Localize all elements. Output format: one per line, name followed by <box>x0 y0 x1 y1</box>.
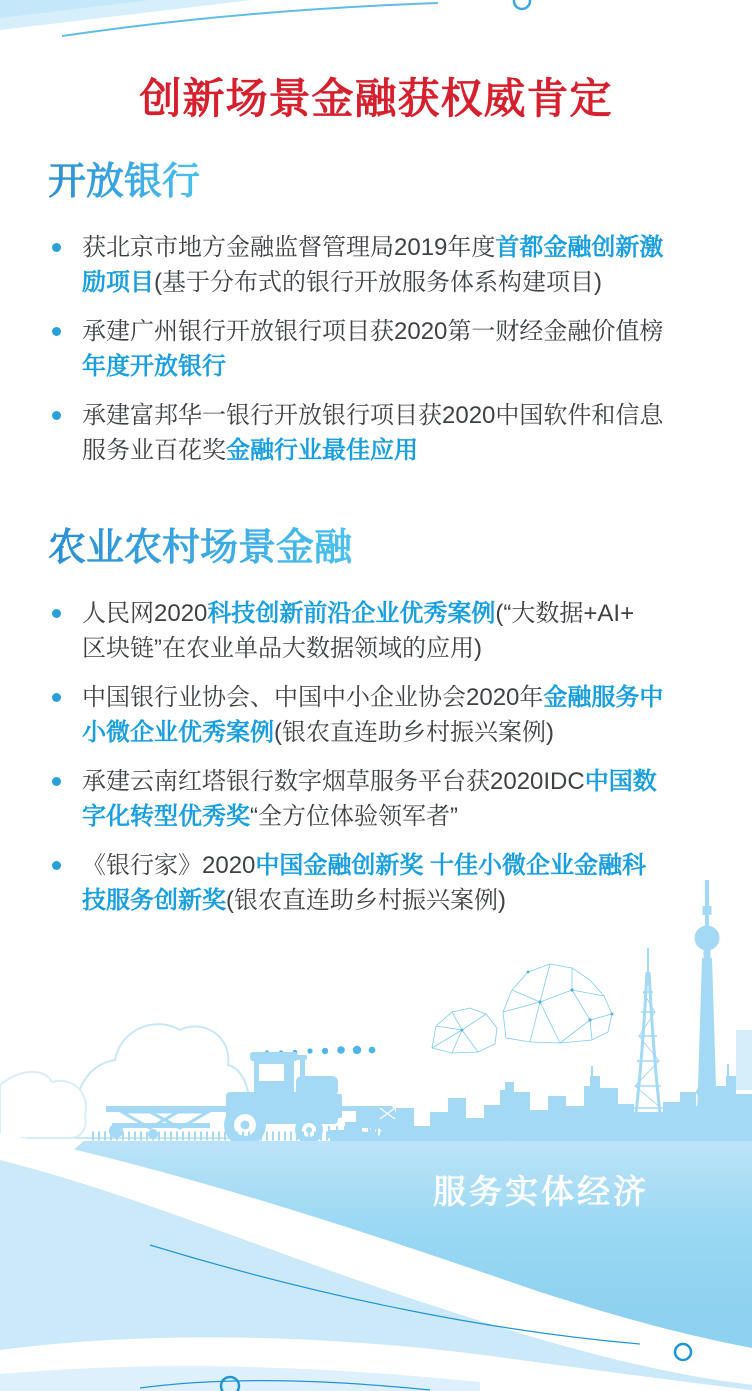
award-text: 服务业百花奖 <box>82 437 226 464</box>
award-line <box>82 631 718 666</box>
bullet-dot-icon <box>52 861 61 870</box>
award-text: “全方位体验领军者” <box>250 803 458 830</box>
award-text: 《银行家》2020 <box>82 852 256 879</box>
award-item <box>48 764 718 834</box>
award-highlight: 科技创新前沿企业优秀案例 <box>207 600 496 627</box>
award-line <box>82 314 718 349</box>
award-text: (“大数据+AI+ <box>495 600 635 627</box>
award-item <box>48 596 718 666</box>
bullet-dot-icon <box>52 777 61 786</box>
bullet-dot-icon <box>52 693 61 702</box>
bullet-dot-icon <box>52 411 61 420</box>
award-highlight: 首都金融创新激 <box>495 234 664 261</box>
mesh-cloud-icon <box>432 1008 497 1053</box>
faint-building <box>736 1030 752 1090</box>
award-list <box>48 230 718 468</box>
footer-slogan: 服务实体经济 <box>433 1173 649 1210</box>
page-title: 创新场景金融获权威肯定 <box>139 75 613 122</box>
award-text: 承建云南红塔银行数字烟草服务平台获2020IDC <box>82 768 585 795</box>
award-line <box>82 596 718 631</box>
award-item <box>48 314 718 384</box>
award-line <box>82 883 718 918</box>
ring-icon <box>514 0 530 9</box>
award-highlight: 励项目 <box>82 269 154 296</box>
award-item <box>48 398 718 468</box>
award-line <box>82 680 718 715</box>
award-line <box>82 433 718 468</box>
award-text: 获北京市地方金融监督管理局2019年度 <box>82 234 496 261</box>
award-item <box>48 230 718 300</box>
award-line <box>82 265 718 300</box>
award-highlight: 小微企业优秀案例 <box>82 719 274 746</box>
award-section <box>48 160 718 468</box>
award-highlight: 技服务创新奖 <box>82 887 226 914</box>
award-line <box>82 764 718 799</box>
award-highlight: 中国数 <box>584 768 657 795</box>
bullet-dot-icon <box>52 609 61 618</box>
section-heading: 农业农村场景金融 <box>48 527 353 569</box>
award-line <box>82 799 718 834</box>
bullet-dot-icon <box>52 327 61 336</box>
award-highlight: 年度开放银行 <box>82 353 226 380</box>
award-text: (银农直连助乡村振兴案例) <box>226 887 506 914</box>
award-line <box>82 349 718 384</box>
award-text: 承建富邦华一银行开放银行项目获2020中国软件和信息 <box>82 402 664 429</box>
section-heading: 开放银行 <box>48 161 201 203</box>
award-text: 人民网2020 <box>82 600 208 627</box>
award-item <box>48 680 718 750</box>
bottom-decor <box>0 880 752 1391</box>
top-corner-decor <box>0 0 752 70</box>
award-text: (基于分布式的银行开放服务体系构建项目) <box>154 269 602 296</box>
award-highlight: 中国金融创新奖 十佳小微企业金融科 <box>255 852 647 879</box>
bullet-dot-icon <box>52 243 61 252</box>
award-line <box>82 230 718 265</box>
award-item <box>48 848 718 918</box>
award-text: 区块链”在农业单品大数据领域的应用) <box>82 635 482 662</box>
award-text: 承建广州银行开放银行项目获2020第一财经金融价值榜 <box>82 318 664 345</box>
award-highlight: 金融服务中 <box>543 684 664 711</box>
award-highlight: 字化转型优秀奖 <box>82 803 250 830</box>
award-list <box>48 596 718 918</box>
award-line <box>82 715 718 750</box>
award-line <box>82 398 718 433</box>
radio-tower-icon <box>633 948 663 1113</box>
sections <box>48 160 718 932</box>
cloud-outline-icon <box>0 1072 86 1138</box>
award-line <box>82 848 718 883</box>
award-highlight: 金融行业最佳应用 <box>226 437 418 464</box>
award-section <box>48 526 718 918</box>
award-text: (银农直连助乡村振兴案例) <box>274 719 554 746</box>
award-text: 中国银行业协会、中国中小企业协会2020年 <box>82 684 544 711</box>
